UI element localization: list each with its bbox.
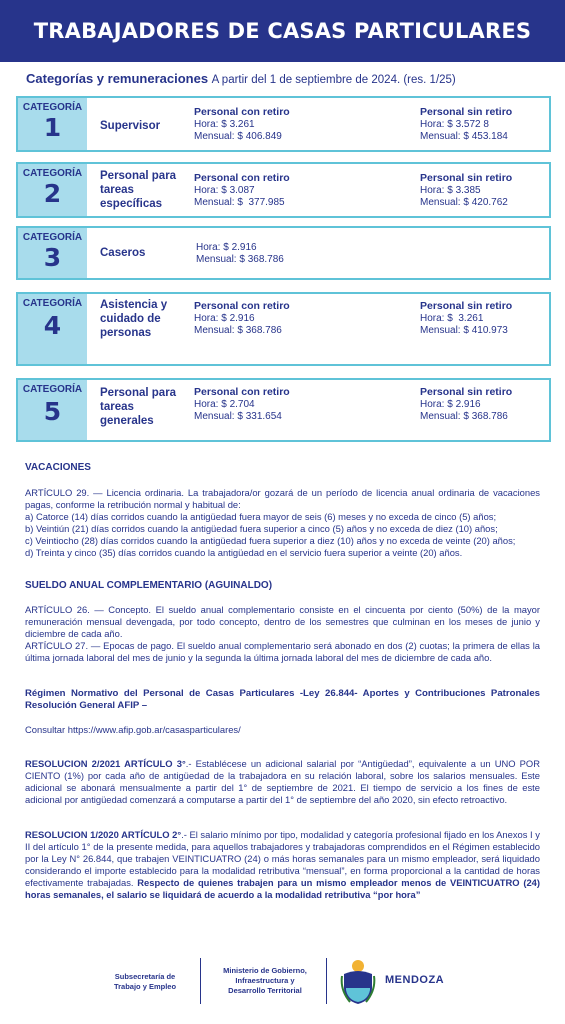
sac-p2: ARTÍCULO 27. — Epocas de pago. El sueldo anual complementario será abonado en dos (2) cuotas; la primera de ellas la última jornada laboral del mes de junio y la segunda la última jornada laboral del mes de diciembre de cada año. (25, 640, 540, 663)
category-card-2 (16, 162, 551, 218)
sac-p1: ARTÍCULO 26. — Concepto. El sueldo anual complementario consiste en el cincuenta por ciento (50%) de la mayor remuneración mensual devengada, por todo concepto, dentro de los semestres que culminan en los meses de junio y diciembre de cada año. (25, 604, 540, 639)
category-tag (18, 98, 87, 150)
hora-value: Hora: $ 3.261 (420, 313, 484, 324)
hora-value: Hora: $ 2.916 (194, 313, 255, 324)
mensual-value: Mensual: $ 406.849 (194, 131, 282, 142)
single-col (196, 242, 284, 266)
divider (200, 958, 201, 1004)
mensual-value: Mensual: $ 420.762 (420, 197, 508, 208)
category-label: CATEGORÍA (22, 102, 83, 113)
mensual-value: Mensual: $ 453.184 (420, 131, 508, 142)
category-tag (18, 228, 87, 278)
page-title: TRABAJADORES DE CASAS PARTICULARES (33, 19, 532, 43)
subsecretaria-line2: Trabajo y Empleo (113, 982, 177, 991)
category-name: Personal para tareas generales (100, 387, 177, 427)
subsecretaria-label (100, 972, 190, 992)
subsecretaria-line1: Subsecretaría de (114, 972, 176, 981)
category-card-1 (16, 96, 551, 152)
sin-retiro-col (420, 300, 512, 337)
mendoza-shield-icon (340, 958, 376, 1006)
regimen-title: Régimen Normativo del Personal de Casas Particulares -Ley 26.844- Aportes y Contribuciones Patronales Resolución General AFIP – (25, 688, 540, 711)
vacaciones-body (25, 487, 540, 559)
con-retiro-col (194, 172, 290, 209)
category-number: 5 (43, 397, 62, 426)
category-number: 3 (43, 243, 62, 272)
vacaciones-b: b) Veintiún (21) días corridos cuando la antigüedad fuera superior a cinco (5) años y no exceda de diez (10) años; (25, 523, 498, 534)
hora-value: Hora: $ 3.261 (194, 119, 255, 130)
hora-value: Hora: $ 3.087 (194, 185, 255, 196)
category-name: Personal para tareas específicas (100, 170, 177, 210)
con-retiro-title: Personal con retiro (194, 172, 290, 184)
category-tag (18, 164, 87, 216)
sac-title: SUELDO ANUAL COMPLEMENTARIO (AGUINALDO) (25, 580, 273, 591)
mensual-value: Mensual: $ 377.985 (194, 197, 285, 208)
subtitle-main: Categorías y remuneraciones (26, 71, 209, 86)
vacaciones-title: VACACIONES (25, 462, 91, 473)
hora-value: Hora: $ 2.704 (194, 399, 255, 410)
res2020-text: .- El salario mínimo por tipo, modalidad y categoría profesional fijado en los Anexos I y II del artículo 1° de la presente medida, para aquellos trabajadores y trabajadoras comprendidos en el Régimen establecido por la Ley N° 26.844, que trabajen VEINTICUATRO (24) o más horas semanales para un mismo empleador, será liquidado considerando el importe establecido para la modalidad retributiva “mensual”, en forma proporcional a la cantidad de horas efectivamente trabajadas. (25, 829, 540, 888)
category-label: CATEGORÍA (22, 232, 83, 243)
divider (326, 958, 327, 1004)
sin-retiro-title: Personal sin retiro (420, 386, 513, 398)
res2021-text: .- Establécese un adicional salarial por “Antigüedad”, equivalente a un UNO POR CIENTO (1%) por cada año de antigüedad de la trabajadora en su relación laboral, sobre los salarios mensuales. Este adicional se abonará mensualmente a partir del 1° de septiembre de 2021. El tiempo de servicio a los fines de este adicional por antigüedad comenzará a computarse a partir del 1° de septiembre del año 2020, sin efecto retroactivo. (25, 758, 540, 805)
hora-value: Hora: $ 2.916 (196, 242, 257, 253)
category-name: Supervisor (100, 120, 161, 132)
mensual-value: Mensual: $ 368.786 (194, 325, 282, 336)
hora-value: Hora: $ 2.916 (420, 399, 481, 410)
mendoza-label: MENDOZA (385, 974, 445, 986)
res2021-body (25, 758, 540, 806)
con-retiro-title: Personal con retiro (194, 106, 290, 118)
con-retiro-title: Personal con retiro (194, 300, 290, 312)
category-card-4 (16, 292, 551, 366)
category-label: CATEGORÍA (22, 168, 83, 179)
vacaciones-p1: ARTÍCULO 29. — Licencia ordinaria. La trabajadora/or gozará de un período de licencia anual ordinaria de vacaciones pagas, conforme la retribución normal y habitual de: (25, 487, 540, 510)
res2020-body (25, 829, 540, 901)
con-retiro-col (194, 386, 290, 423)
mensual-value: Mensual: $ 368.786 (196, 254, 284, 265)
category-name: Asistencia y cuidado de personas (100, 299, 168, 339)
regimen-consult[interactable]: Consultar https://www.afip.gob.ar/casasparticulares/ (25, 724, 241, 735)
res2021-title: RESOLUCION 2/2021 ARTÍCULO 3° (25, 758, 186, 769)
category-tag (18, 380, 87, 440)
category-number: 2 (43, 179, 62, 208)
res2020-bold-note: Respecto de quienes trabajen para un mismo empleador menos de VEINTICUATRO (24) horas semanales, el salario se liquidará de acuerdo a la modalidad retributiva “por hora” (25, 877, 540, 900)
category-card-3 (16, 226, 551, 280)
subtitle-date: A partir del 1 de septiembre de 2024. (res. 1/25) (211, 74, 456, 86)
mensual-value: Mensual: $ 368.786 (420, 411, 508, 422)
con-retiro-title: Personal con retiro (194, 386, 290, 398)
res2020-title: RESOLUCION 1/2020 ARTÍCULO 2° (25, 829, 182, 840)
category-label: CATEGORÍA (22, 298, 83, 309)
ministerio-line2: Infraestructura y (235, 976, 295, 985)
vacaciones-c: c) Veintiocho (28) días corridos cuando la antigüedad fuera superior a diez (10) años y no exceda de veinte (20) años; (25, 535, 516, 546)
con-retiro-col (194, 300, 290, 337)
category-name: Caseros (100, 247, 146, 259)
sin-retiro-title: Personal sin retiro (420, 172, 513, 184)
sin-retiro-col (420, 172, 512, 209)
ministerio-line1: Ministerio de Gobierno, (223, 966, 307, 975)
mensual-value: Mensual: $ 331.654 (194, 411, 282, 422)
sin-retiro-title: Personal sin retiro (420, 106, 513, 118)
sin-retiro-col (420, 106, 512, 143)
category-tag (18, 294, 87, 364)
con-retiro-col (194, 106, 290, 143)
ministerio-label (215, 966, 315, 996)
page-header (0, 0, 565, 62)
footer (0, 950, 565, 1024)
hora-value: Hora: $ 3.572 8 (420, 119, 489, 130)
category-number: 1 (43, 113, 62, 142)
category-label: CATEGORÍA (22, 384, 83, 395)
hora-value: Hora: $ 3.385 (420, 185, 481, 196)
ministerio-line3: Desarrollo Territorial (228, 986, 302, 995)
sin-retiro-col (420, 386, 512, 423)
sin-retiro-title: Personal sin retiro (420, 300, 513, 312)
sac-body (25, 604, 540, 664)
vacaciones-d: d) Treinta y cinco (35) días corridos cuando la antigüedad en el servicio fuera superior a veinte (20) años. (25, 547, 463, 558)
mensual-value: Mensual: $ 410.973 (420, 325, 508, 336)
category-number: 4 (43, 311, 62, 340)
subtitle (26, 71, 456, 86)
category-card-5 (16, 378, 551, 442)
vacaciones-a: a) Catorce (14) días corridos cuando la antigüedad fuera mayor de seis (6) meses y no exceda de cinco (5) años; (25, 511, 497, 522)
